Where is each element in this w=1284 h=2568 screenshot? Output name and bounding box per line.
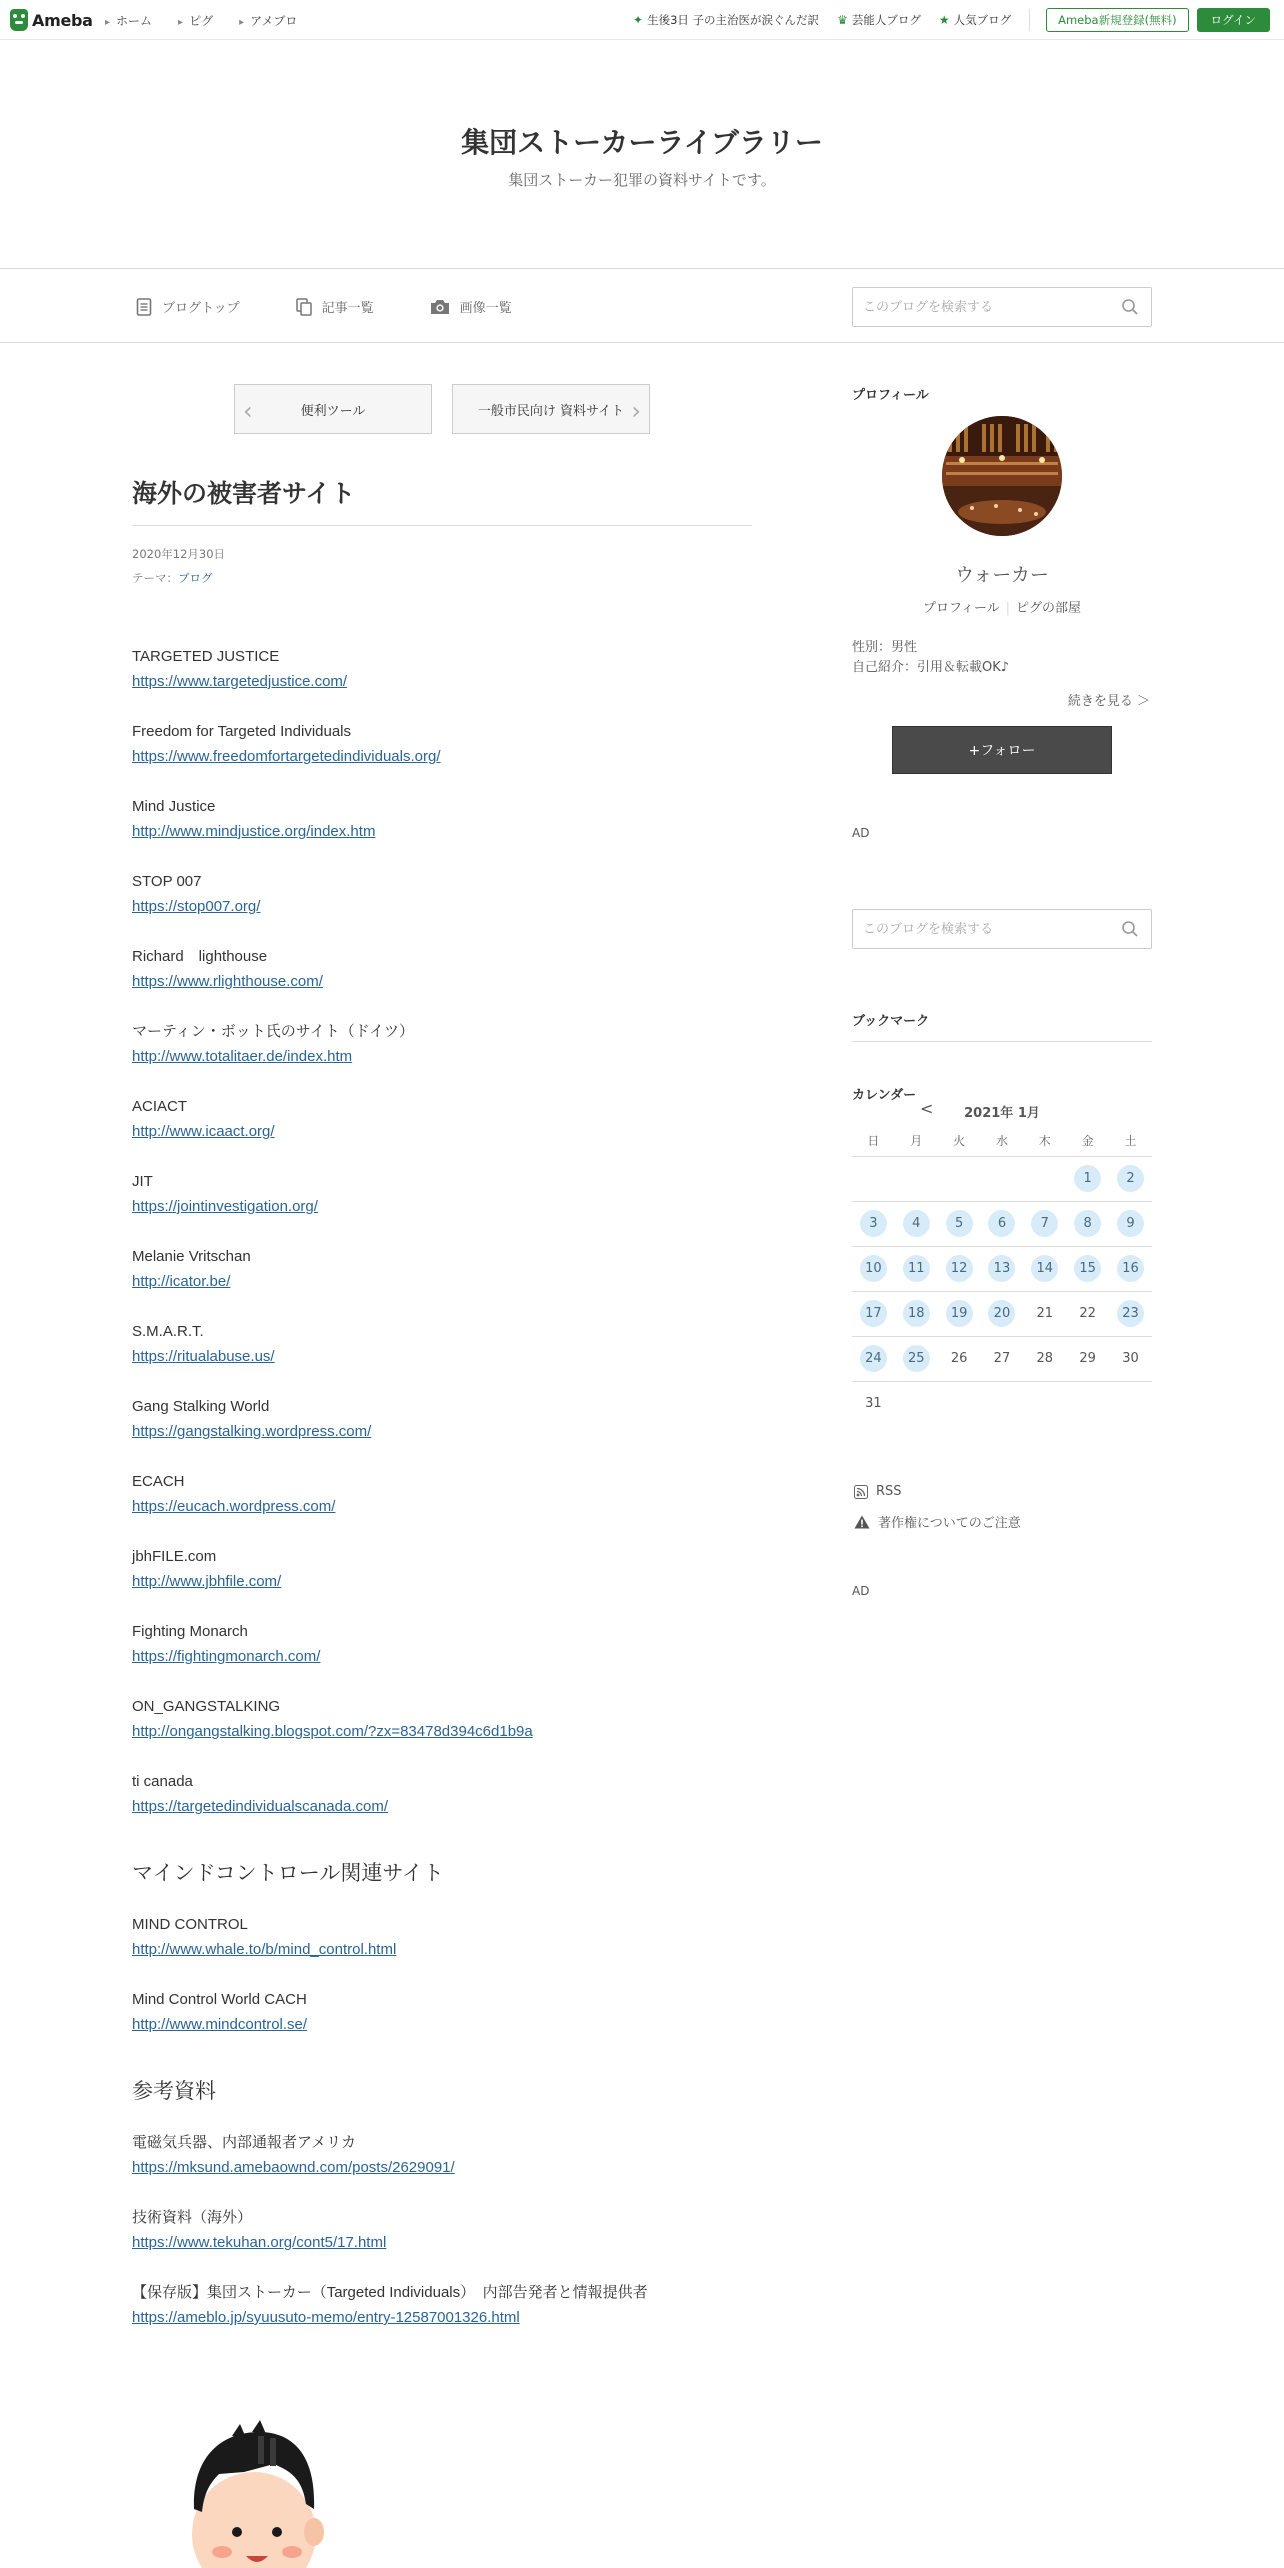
calendar-cell [1066,1336,1109,1381]
calendar-cell [1109,1336,1152,1381]
calendar-day-with-post[interactable]: 7 [1031,1210,1058,1237]
calendar-cell [1066,1156,1109,1201]
post-date: 2020年12月30日 [132,547,226,561]
nav-ameblo[interactable]: ▸ アメブロ [239,12,297,29]
calendar-table [852,1126,1152,1426]
site-link[interactable]: https://mksund.amebaownd.com/posts/2629091/ [132,2159,455,2176]
calendar-day-with-post[interactable]: 8 [1074,1210,1101,1237]
site-entry [132,1912,752,1962]
chevron-left-icon: ‹ [243,397,253,425]
blog-search [852,287,1152,327]
character-illustration [174,2414,334,2568]
rss-label: RSS [876,1484,902,1499]
site-name: Mind Justice [132,798,216,815]
nav-label: 記事一覧 [321,301,374,316]
weekday-header: 木 [1023,1126,1066,1156]
blog-nav [0,270,1284,343]
calendar-day: 29 [1079,1351,1096,1366]
site-name: Mind Control World CACH [132,1991,307,2008]
profile-name[interactable]: ウォーカー [955,564,1049,586]
star-icon: ★ [938,13,950,27]
site-name: jbhFILE.com [132,1548,217,1565]
site-entry [132,1619,752,1669]
blog-nav-links [136,270,568,343]
calendar-cell [938,1201,981,1246]
weekday-header: 日 [852,1126,895,1156]
global-right [615,0,1270,40]
calendar-cell [981,1291,1024,1336]
calendar-day-with-post[interactable]: 19 [946,1300,973,1327]
ad-label: AD [852,826,870,840]
weekday-header: 月 [895,1126,938,1156]
calendar-cell [981,1201,1024,1246]
calendar-cell [1023,1291,1066,1336]
section-heading-mind-control: マインドコントロール関連サイト [132,1861,444,1885]
calendar-week [852,1381,1152,1426]
site-link[interactable]: https://ameblo.jp/syuusuto-memo/entry-12587001326.html [132,2309,520,2326]
calendar-day: 21 [1036,1306,1054,1321]
calendar-day-with-post[interactable]: 10 [860,1255,887,1282]
weekday-header: 水 [981,1126,1024,1156]
calendar-cell [1023,1381,1066,1426]
calendar-cell [1109,1381,1152,1426]
theme-link[interactable]: ブログ [178,571,213,585]
weekday-header: 火 [938,1126,981,1156]
blog-header [0,41,1284,269]
calendar-day-with-post[interactable]: 17 [860,1300,887,1327]
post-title[interactable]: 海外の被害者サイト [132,474,752,526]
weekday-header: 土 [1109,1126,1152,1156]
site-link[interactable]: http://www.icaact.org/ [132,1123,275,1140]
site-entry [132,2205,752,2255]
article-pager [234,384,650,434]
copyright-notice-link[interactable] [854,1512,1021,1531]
document-icon [136,298,152,316]
calendar-month: 2021年 1月 [964,1106,1040,1121]
calendar-cell [895,1336,938,1381]
calendar-day-with-post[interactable]: 9 [1117,1210,1144,1237]
calendar-week [852,1156,1152,1201]
calendar-cell [852,1381,895,1426]
site-entry [132,1319,752,1369]
copyright-label: 著作権についてのご注意 [878,1516,1021,1531]
bookmark-heading: ブックマーク [852,1010,1152,1042]
calendar-cell [895,1156,938,1201]
calendar-cell [1023,1156,1066,1201]
site-entry [132,1394,752,1444]
site-entry [132,1694,752,1744]
site-entry [132,869,752,919]
calendar-cell [895,1246,938,1291]
nav-home[interactable]: ▸ ホーム [105,12,152,29]
site-link[interactable]: https://fightingmonarch.com/ [132,1648,321,1665]
calendar-week [852,1201,1152,1246]
site-name: ACIACT [132,1098,188,1115]
site-name: Freedom for Targeted Individuals [132,723,352,740]
nav-label: ブログトップ [162,301,240,316]
site-link[interactable]: https://gangstalking.wordpress.com/ [132,1423,372,1440]
site-entry [132,2130,752,2180]
references-list [132,2130,752,2330]
pigg-room-link[interactable]: ピグの部屋 [1016,601,1082,616]
calendar-day-with-post[interactable]: 13 [988,1255,1015,1282]
calendar-week [852,1291,1152,1336]
site-link[interactable]: https://jointinvestigation.org/ [132,1198,318,1215]
calendar-cell [1023,1336,1066,1381]
site-name: Fighting Monarch [132,1623,248,1640]
site-entry [132,1769,752,1819]
calendar-week [852,1246,1152,1291]
trend-label: 芸能人ブログ [851,13,921,27]
site-name: 【保存版】集団ストーカー（Targeted Individuals） 内部告発者と情報提供者 [132,2284,648,2301]
profile-heading: プロフィール [852,388,929,403]
calendar-cell [852,1201,895,1246]
calendar-cell [852,1336,895,1381]
site-link[interactable]: https://www.rlighthouse.com/ [132,973,323,990]
calendar-day-with-post[interactable]: 24 [860,1345,887,1372]
site-link[interactable]: http://icator.be/ [132,1273,231,1290]
site-name: Richard lighthouse [132,948,268,965]
profile-more-link[interactable]: 続きを見る ＞ [1067,694,1150,709]
calendar-day-with-post[interactable]: 18 [903,1300,930,1327]
calendar-day: 22 [1079,1306,1096,1321]
profile-sex: 性別：男性 [852,640,918,655]
calendar-cell [938,1381,981,1426]
site-link[interactable]: https://stop007.org/ [132,898,261,915]
trend-link-celebrity[interactable] [837,12,921,28]
next-article-button[interactable] [452,384,650,434]
calendar-cell [981,1336,1024,1381]
warning-icon [854,1515,870,1529]
site-link[interactable]: https://www.freedomfortargetedindividuals.org/ [132,748,441,765]
calendar-day-with-post[interactable]: 12 [946,1255,973,1282]
camera-icon [430,299,450,315]
site-entry [132,1094,752,1144]
site-link[interactable]: http://www.mindjustice.org/index.htm [132,823,376,840]
calendar-day-with-post[interactable]: 1 [1074,1165,1101,1192]
divider [1029,9,1030,31]
site-link[interactable]: https://ritualabuse.us/ [132,1348,275,1365]
calendar-day-with-post[interactable]: 11 [903,1255,930,1282]
theme-prefix: テーマ： [132,571,178,585]
site-name: 技術資料（海外） [132,2209,253,2226]
ameba-mascot-icon [10,9,28,31]
calendar-day-with-post[interactable]: 23 [1117,1300,1144,1327]
site-name: Melanie Vritschan [132,1248,251,1265]
calendar-day-with-post[interactable]: 5 [946,1210,973,1237]
calendar-month-nav [852,1099,1152,1121]
chevron-right-icon: › [631,397,641,425]
calendar-cell [981,1246,1024,1291]
calendar-cell [938,1291,981,1336]
site-link[interactable]: https://www.tekuhan.org/cont5/17.html [132,2234,387,2251]
victim-sites-list [132,644,752,1819]
site-name: ECACH [132,1473,185,1490]
site-link[interactable]: http://www.mindcontrol.se/ [132,2016,308,2033]
site-name: ti canada [132,1773,193,1790]
nav-label: 画像一覧 [459,301,512,316]
prev-article-label: 便利ツール [300,403,366,419]
calendar-cell [895,1381,938,1426]
site-entry [132,1169,752,1219]
avatar[interactable] [942,416,1062,536]
trend-label: 人気ブログ [953,13,1012,27]
site-entry [132,644,752,694]
site-name: マーティン・ボット氏のサイト（ドイツ） [132,1023,415,1040]
calendar-day-with-post[interactable]: 15 [1074,1255,1101,1282]
calendar-day-with-post[interactable]: 2 [1117,1165,1144,1192]
post-body [132,644,752,2355]
trend-label: 生後3日 子の主治医が涙ぐんだ訳 [647,13,820,27]
rss-link[interactable] [854,1484,902,1499]
crown-icon: ♛ [837,13,848,27]
calendar-day: 30 [1122,1351,1139,1366]
calendar-cell [895,1291,938,1336]
calendar-cell [1109,1201,1152,1246]
site-name: S.M.A.R.T. [132,1323,204,1340]
library-photo [942,416,1062,536]
site-name: MIND CONTROL [132,1916,248,1933]
mind-control-sites-list [132,1912,752,2037]
calendar-cell [1066,1201,1109,1246]
ameba-global-header [0,0,1284,40]
site-entry [132,2280,752,2330]
copy-icon [296,298,312,316]
site-entry [132,1987,752,2037]
calendar-day: 28 [1036,1351,1054,1366]
calendar-day: 26 [950,1351,968,1366]
calendar-cell [1066,1246,1109,1291]
profile-intro: 自己紹介：引用＆転載OK♪ [852,660,1010,675]
ameba-logo[interactable] [10,8,93,32]
trend-link-news[interactable] [633,12,819,28]
site-link[interactable]: http://www.jbhfile.com/ [132,1573,282,1590]
site-entry [132,1244,752,1294]
site-name: ON_GANGSTALKING [132,1698,281,1715]
calendar-day-with-post[interactable]: 14 [1031,1255,1058,1282]
calendar-cell [938,1246,981,1291]
site-name: JIT [132,1173,153,1190]
calendar-cell [852,1156,895,1201]
logo-text: Ameba [32,10,93,30]
calendar-day-with-post[interactable]: 6 [988,1210,1015,1237]
nav-pigg[interactable]: ▸ ピグ [178,12,213,29]
calendar-cell [1066,1381,1109,1426]
global-nav [105,0,297,40]
calendar-cell [1023,1246,1066,1291]
calendar-cell [1109,1291,1152,1336]
divider: | [1005,601,1011,616]
site-link[interactable]: https://www.targetedjustice.com/ [132,673,348,690]
blog-description: 集団ストーカー犯罪の資料サイトです。 [508,171,776,189]
calendar-cell [895,1201,938,1246]
site-entry [132,1469,752,1519]
calendar-day-with-post[interactable]: 25 [903,1345,930,1372]
login-button[interactable]: ログイン [1197,8,1270,32]
section-heading-references: 参考資料 [132,2079,216,2103]
nav-blog-top[interactable] [136,297,240,316]
calendar-heading: カレンダー [852,1088,917,1103]
calendar-cell [981,1156,1024,1201]
site-name: TARGETED JUSTICE [132,648,280,665]
site-link[interactable]: https://targetedindividualscanada.com/ [132,1798,388,1815]
calendar-day-with-post[interactable]: 20 [988,1300,1015,1327]
search-icon[interactable] [1121,298,1139,316]
site-name: 電磁気兵器、内部通報者アメリカ [132,2134,356,2151]
site-link[interactable]: http://ongangstalking.blogspot.com/?zx=83478d394c6d1b9a [132,1723,533,1740]
prev-article-button[interactable] [234,384,432,434]
search-input[interactable] [853,288,1103,326]
site-entry [132,944,752,994]
trend-link-popular[interactable] [939,12,1011,28]
sidebar-search [852,909,1152,949]
calendar-cell [981,1381,1024,1426]
blog-title[interactable]: 集団ストーカーライブラリー [461,126,823,159]
site-link[interactable]: http://www.totalitaer.de/index.htm [132,1048,353,1065]
site-entry [132,719,752,769]
calendar-week [852,1336,1152,1381]
site-link[interactable]: https://eucach.wordpress.com/ [132,1498,336,1515]
follow-button[interactable]: +フォロー [892,726,1112,774]
weekday-header: 金 [1066,1126,1109,1156]
calendar-day-with-post[interactable]: 3 [860,1210,887,1237]
site-entry [132,1019,752,1069]
sparkle-icon: ✦ [633,13,644,27]
calendar-cell [1109,1246,1152,1291]
site-entry [132,794,752,844]
calendar-day: 31 [865,1396,882,1412]
post-theme [132,570,213,586]
calendar-cell [852,1291,895,1336]
site-link[interactable]: http://www.whale.to/b/mind_control.html [132,1941,397,1958]
calendar-cell [852,1246,895,1291]
nav-article-list[interactable] [296,297,374,316]
calendar-cell [938,1336,981,1381]
calendar-cell [1066,1291,1109,1336]
site-name: Gang Stalking World [132,1398,270,1415]
search-icon[interactable] [1121,920,1139,938]
site-entry [132,1544,752,1594]
profile-link[interactable]: プロフィール [922,601,1000,616]
site-name: STOP 007 [132,873,202,890]
calendar-day-with-post[interactable]: 4 [903,1210,930,1237]
calendar-cell [938,1156,981,1201]
calendar-day: 27 [993,1351,1011,1366]
sidebar-search-input[interactable] [853,910,1103,948]
calendar-day-with-post[interactable]: 16 [1117,1255,1144,1282]
profile-links [852,597,1152,616]
next-article-label: 一般市民向け 資料サイト [477,403,625,419]
rss-icon [854,1485,868,1499]
register-button[interactable]: Ameba新規登録(無料) [1046,8,1188,32]
calendar-cell [1023,1201,1066,1246]
nav-image-list[interactable] [430,297,512,316]
calendar-cell [1109,1156,1152,1201]
chevron-left-icon[interactable]: < [920,1099,934,1118]
ad-label: AD [852,1584,870,1598]
